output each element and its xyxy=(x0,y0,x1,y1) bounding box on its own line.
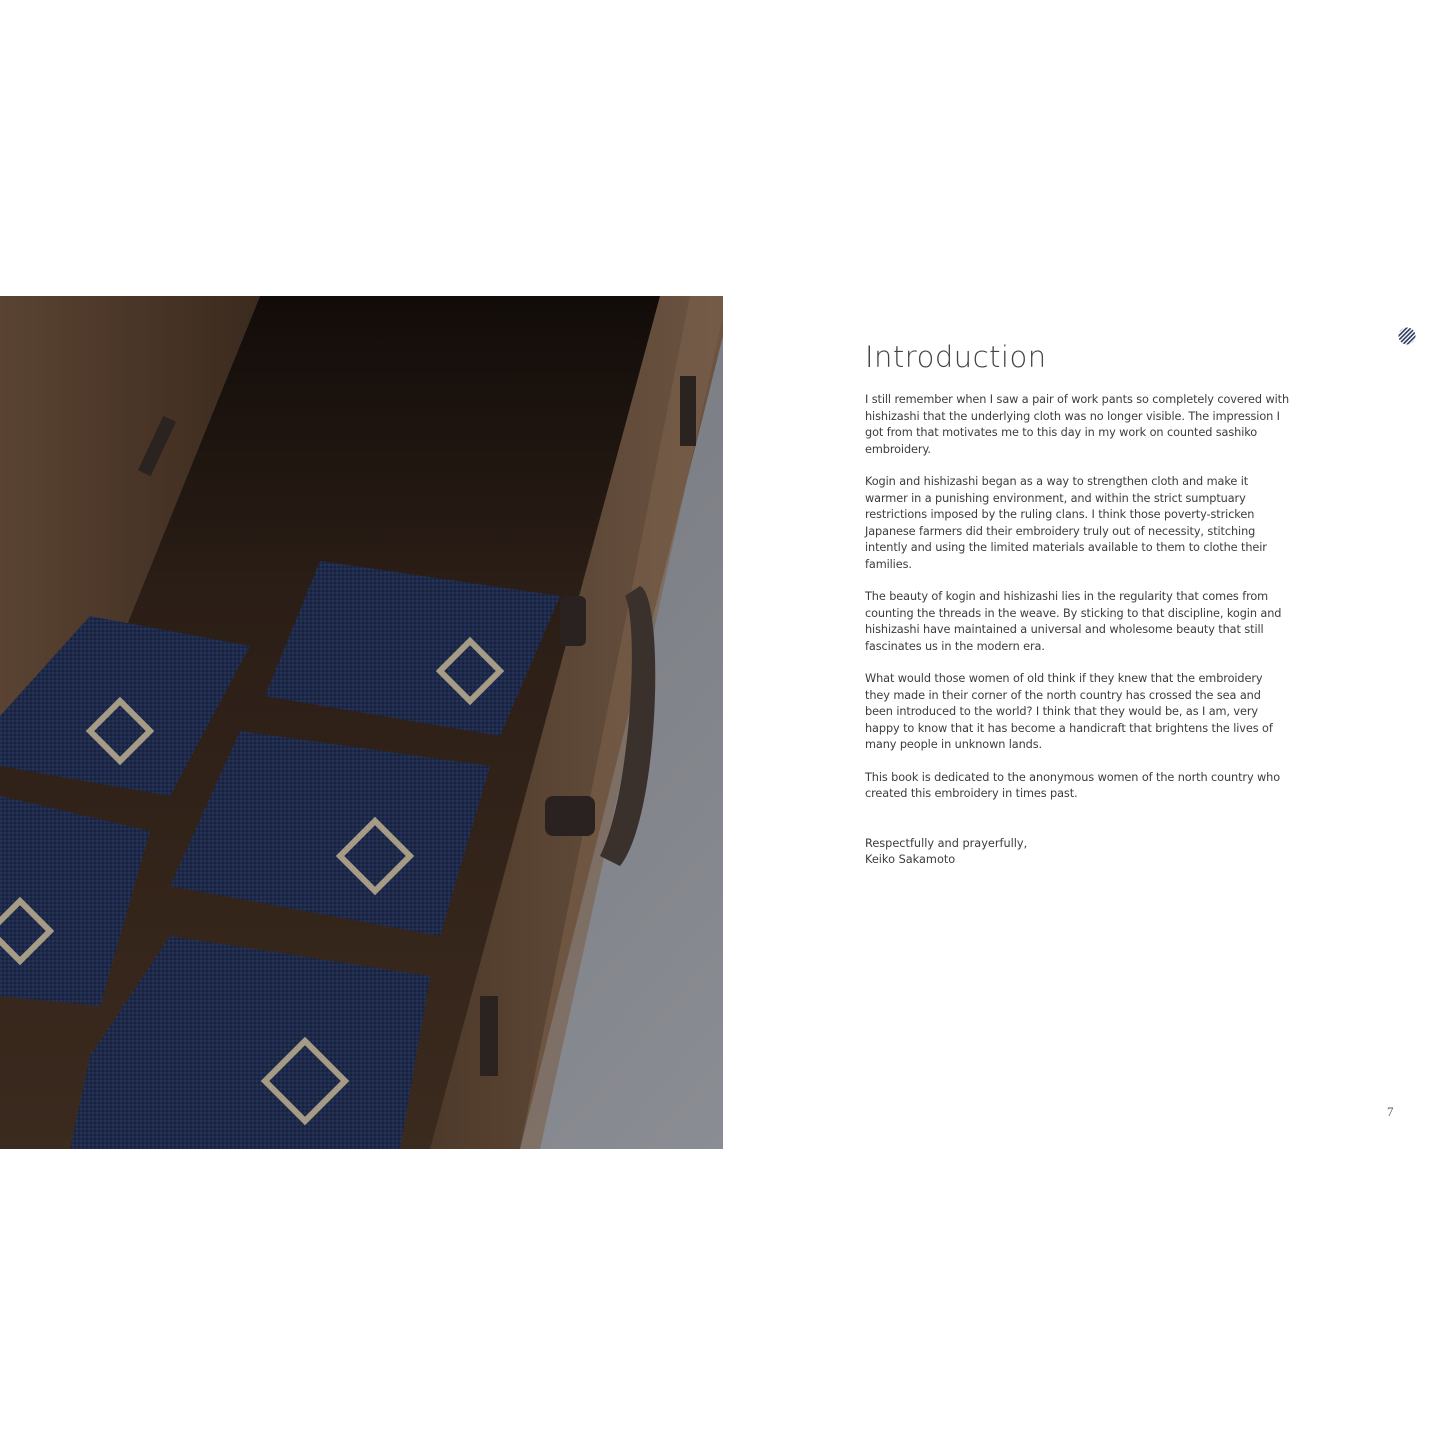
intro-paragraph: Kogin and hishizashi began as a way to strengthen cloth and make it warmer in a punishing environment, and within the strict sumptuary restrictions imposed by the ruling clans. I think those poverty-stricken Japanese farmers did their embroidery truly out of necessity, stitching intently and using the limited materials available to them to clothe their families. xyxy=(865,475,1267,571)
photo-illustration xyxy=(0,296,723,1149)
page-number: 7 xyxy=(1387,1104,1394,1119)
photo-drawer-with-embroidered-cloths xyxy=(0,296,723,1149)
intro-paragraph: What would those women of old think if they knew that the embroidery they made in their corner of the north country has crossed the sea and been introduced to the world? I think that they would be, as I am, very happy to know that it has become a handicraft that brightens the lives of many people in unknown lands. xyxy=(865,672,1273,751)
intro-paragraph: This book is dedicated to the anonymous women of the north country who created this embroidery in times past. xyxy=(865,770,1281,800)
intro-body xyxy=(865,392,1290,869)
author-name: Keiko Sakamoto xyxy=(865,853,956,866)
signoff xyxy=(865,836,1290,869)
woven-diamond-icon xyxy=(1398,327,1416,345)
intro-paragraph: The beauty of kogin and hishizashi lies in the regularity that comes from counting the threads in the weave. By sticking to that discipline, kogin and hishizashi have maintained a universal and wholesome beauty that still fascinates us in the modern era. xyxy=(865,590,1282,653)
page-title: Introduction xyxy=(865,340,1047,374)
intro-paragraph: I still remember when I saw a pair of work pants so completely covered with hishizashi that the underlying cloth was no longer visible. The impression I got from that motivates me to this day in my work on counted sashiko embroidery. xyxy=(865,393,1290,456)
signoff-line: Respectfully and prayerfully, xyxy=(865,836,1028,850)
